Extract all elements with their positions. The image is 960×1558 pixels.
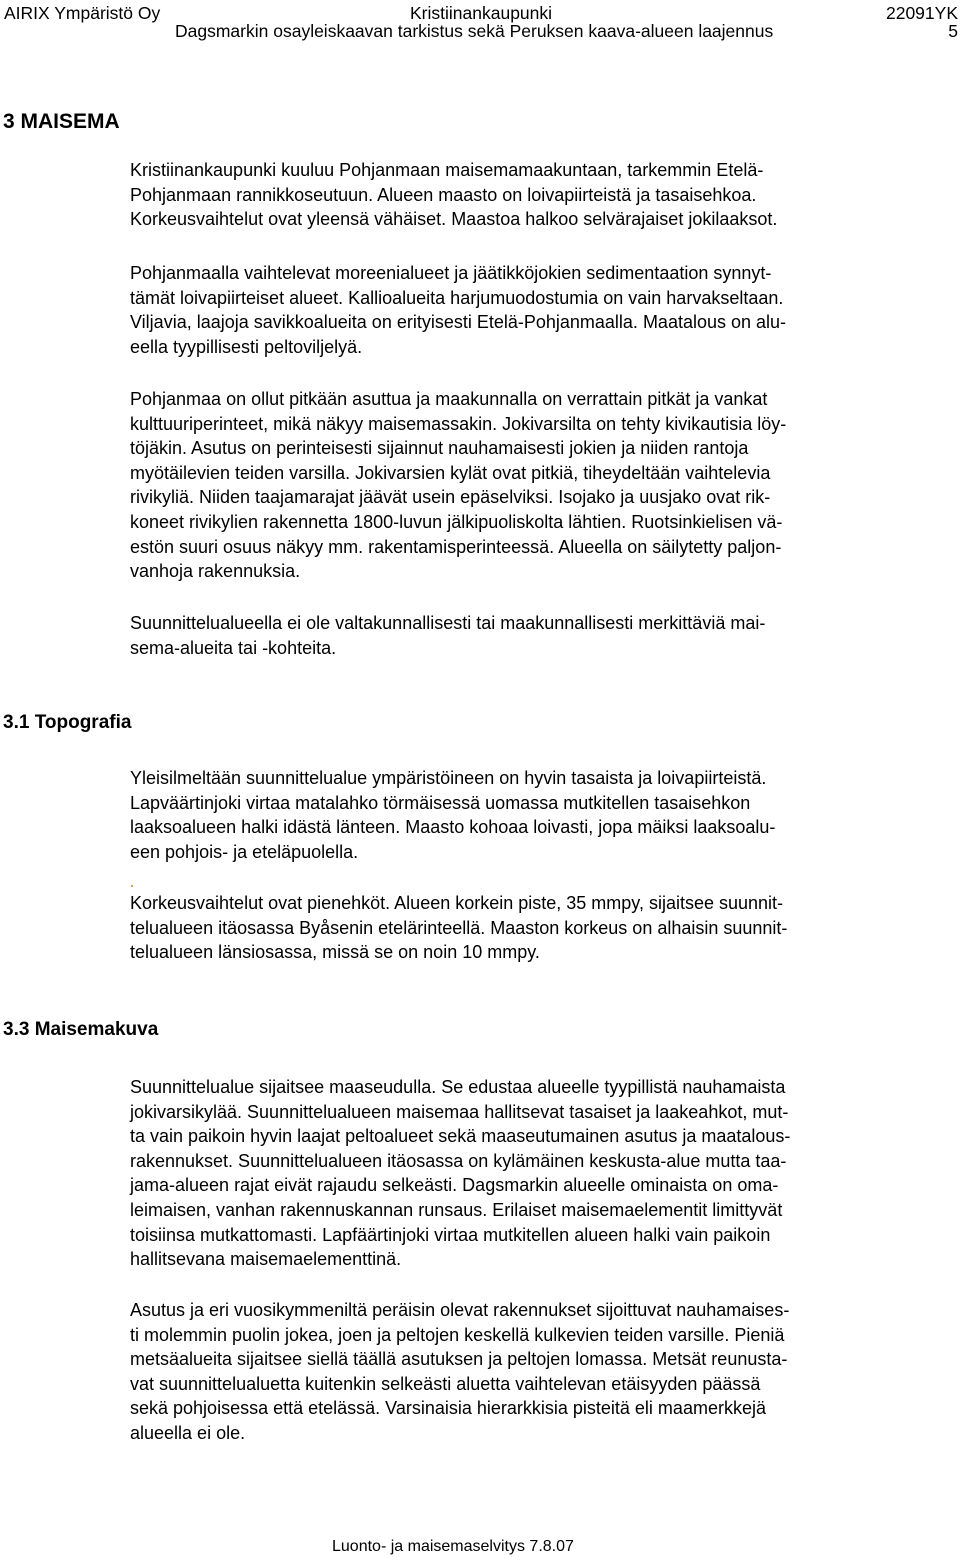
- header-project-code: 22091YK: [885, 3, 958, 23]
- paragraph: Suunnittelualueella ei ole valtakunnallisesti tai maakunnallisesti merkittäviä mai- sema-alueita tai -kohteita.: [130, 613, 766, 658]
- paragraph: Kristiinankaupunki kuuluu Pohjanmaan maisemamaakuntaan, tarkemmin Etelä- Pohjanmaan rannikkoseutuun. Alueen maasto on loivapiirteistä ja tasaisehkoa. Korkeusvaihtelut ovat yleensä vähäiset. Maastoa halkoo selvärajaiset jokilaaksot.: [130, 160, 778, 230]
- section-heading-topografia: 3.1 Topografia: [3, 712, 132, 733]
- header-page-number: 5: [948, 21, 958, 41]
- section-heading-maisema: 3 MAISEMA: [3, 110, 120, 133]
- paragraph: Pohjanmaalla vaihtelevat moreenialueet ja jäätikköjokien sedimentaation synnyt- tämät loivapiirteiset alueet. Kallioalueita harjumuodostumia on vain harvakseltaan. Viljavia, laajoja savikkoalueita on erityisesti Etelä-Pohjanmaalla. Maatalous on alu- eella tyypillisesti peltoviljelyä.: [130, 263, 787, 357]
- header-company: AIRIX Ympäristö Oy: [4, 3, 161, 23]
- paragraph: Korkeusvaihtelut ovat pienehköt. Alueen korkein piste, 35 mmpy, sijaitsee suunnit- telualueen itäosassa Byåsenin etelärinteellä. Maaston korkeus on alhaisin suunnit- telualueen länsiosassa, missä se on noin 10 mmpy.: [130, 893, 788, 963]
- header-subtitle: Dagsmarkin osayleiskaavan tarkistus sekä Peruksen kaava-alueen laajennus: [175, 21, 774, 41]
- header-city: Kristiinankaupunki: [410, 3, 553, 23]
- section-heading-maisemakuva: 3.3 Maisemakuva: [3, 1019, 159, 1040]
- paragraph: Pohjanmaa on ollut pitkään asuttua ja maakunnalla on verrattain pitkät ja vankat kulttuuriperinteet, mikä näkyy maisemassakin. Jokivarsilta on tehty kivikautisia löy- töjäkin. Asutus on perinteisesti sijainnut nauhamaisesti jokien ja niiden rantoja myötäilevien teiden varsilla. Jokivarsien kylät ovat pitkiä, tiheydeltään vaihtelevia rivikyliä. Niiden taajamarajat jäävät usein epäselviksi. Isojako ja uusjako ovat rik- koneet rivikylien rakennetta 1800-luvun jälkipuoliskolta lähtien. Ruotsinkielisen vä- estön suuri osuus näkyy mm. rakentamisperinteessä. Alueella on säilytetty paljon- vanhoja rakennuksia.: [130, 389, 787, 582]
- paragraph: Yleisilmeltään suunnittelualue ympäristöineen on hyvin tasaista ja loivapiirteistä. Lapväärtinjoki virtaa matalahko törmäisessä uomassa mutkitellen tasaisehkon laaksoalueen halki idästä länteen. Maasto kohoaa loivasti, jopa mäiksi laaksoalu- een pohjois- ja eteläpuolella.: [130, 768, 776, 862]
- paragraph: Asutus ja eri vuosikymmeniltä peräisin olevat rakennukset sijoittuvat nauhamaises- ti molemmin puolin jokea, joen ja peltojen keskellä kulkevien teiden varsille. Pieniä metsäalueita sijaitsee siellä täällä asutuksen ja peltojen lomassa. Metsät reunusta- vat suunnittelualuetta kuitenkin selkeästi aluetta vaihtelevan etäisyyden päässä sekä pohjoisessa että etelässä. Varsinaisia hierarkkisia pisteitä eli maamerkkejä alueella ei ole.: [130, 1300, 790, 1443]
- paragraph: Suunnittelualue sijaitsee maaseudulla. Se edustaa alueelle tyypillistä nauhamaista jokivarsikylää. Suunnittelualueen maisemaa hallitsevat tasaiset ja laakeahkot, mut- ta vain paikoin hyvin laajat peltoalueet sekä maaseutumainen asutus ja maatalous- rakennukset. Suunnittelualueen itäosassa on kylämäinen keskusta-alue mutta taa- jama-alueen rajat eivät rajaudu selkeästi. Dagsmarkin alueelle ominaista on oma- leimaisen, vanhan rakennuskannan runsaus. Erilaiset maisemaelementit limittyvät toisiinsa mutkattomasti. Lapfäärtinjoki virtaa mutkitellen alueen halki vain paikoin hallitsevana maisemaelementtinä.: [130, 1077, 791, 1270]
- footer-text: Luonto- ja maisemaselvitys 7.8.07: [332, 1538, 574, 1555]
- stray-mark: [131, 885, 133, 887]
